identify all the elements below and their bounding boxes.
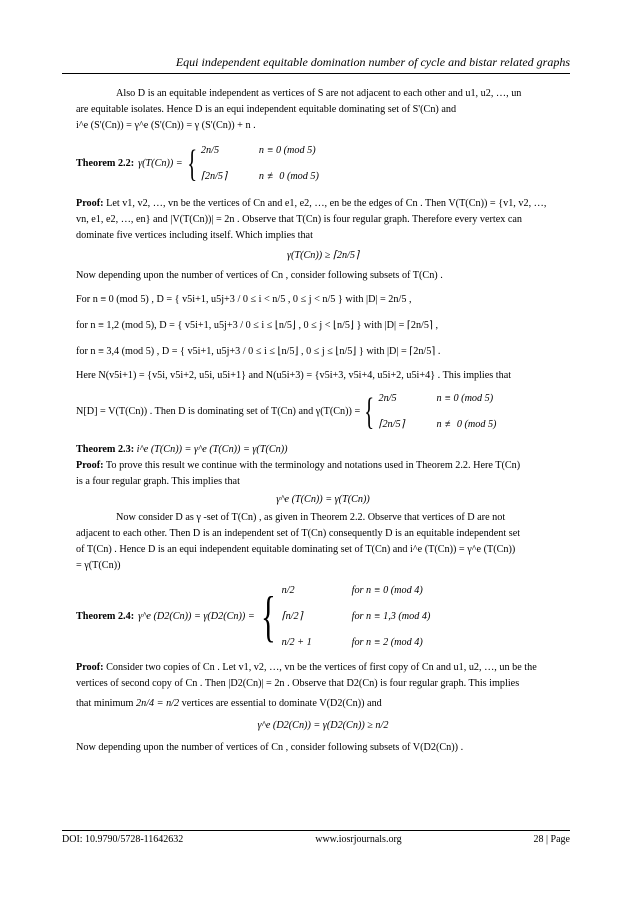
proof-2-2-case-b: for n ≡ 1,2 (mod 5), D = { v5i+1, u5j+3 / 0 ≤ i ≤ ⌊n/5⌋ , 0 ≤ j < ⌊n/5⌋ } with |D| = ⌈2n/5⌉ , <box>76 320 439 331</box>
running-header: Equi independent equitable domination number of cycle and bistar related graphs <box>175 55 570 69</box>
proof-text: Consider two copies of Cn . Let v1, v2, …, vn be the vertices of first copy of Cn and u1, u2, …, un be the <box>106 662 537 673</box>
theorem-2-2-cases <box>201 138 319 190</box>
case-expr: ⌈n/2⌉ <box>281 611 303 622</box>
proof-text: Let v1, v2, …, vn be the vertices of Cn and e1, e2, …, en be the edges of Cn . Then V(T(Cn)) = {v1, v2, …, <box>106 198 547 209</box>
case-cond: n ≡ 0 (mod 5) <box>436 393 494 404</box>
proof-text: To prove this result we continue with the terminology and notations used in Theorem 2.2. Here T(Cn) <box>105 460 521 471</box>
proof-2-3-line1 <box>76 458 570 474</box>
proof-2-2-inequality: γ(T(Cn)) ≥ ⌈2n/5⌉ <box>287 250 359 261</box>
proof-2-3-line4: adjacent to each other. Then D is an independent set of T(Cn) consequently D is an equitable independent set <box>76 528 521 539</box>
para1-line2: are equitable isolates. Hence D is an equi independent equitable dominating set of S'(Cn) and <box>76 104 457 115</box>
theorem-2-2-lhs: γ(T(Cn)) = <box>138 158 183 169</box>
case-cond: for n ≡ 1,3 (mod 4) <box>351 611 431 622</box>
proof-2-2-line1 <box>76 196 570 212</box>
theorem-2-3 <box>76 442 570 458</box>
conclusion-cases <box>378 386 496 438</box>
left-brace: { <box>260 586 276 648</box>
case-expr: 2n/5 <box>200 145 220 156</box>
case-expr: n/2 <box>281 585 295 596</box>
proof-2-2-conclusion <box>76 386 570 438</box>
proof-2-4-line2: vertices of second copy of Cn . Then |D2(Cn)| = 2n . Observe that D2(Cn) is four regular graph. This implies <box>76 678 520 689</box>
proof-text: vertices are essential to dominate V(D2(Cn)) and <box>181 698 382 709</box>
case-expr: 2n/5 <box>378 393 397 404</box>
case-cond: n ≢ 0 (mod 5) <box>436 419 497 430</box>
proof-2-3-line5: of T(Cn) . Hence D is an equi independent equitable dominating set of T(Cn) and i^e (T(Cn)) = γ^e (T(Cn)) <box>76 544 516 555</box>
theorem-2-4-label: Theorem 2.4: <box>76 611 135 622</box>
case-cond: for n ≡ 0 (mod 4) <box>351 585 423 596</box>
proof-2-2-case-a: For n ≡ 0 (mod 5) , D = { v5i+1, u5j+3 / 0 ≤ i < n/5 , 0 ≤ j < n/5 } with |D| = 2n/5 , <box>76 294 412 305</box>
left-brace: { <box>364 391 375 433</box>
proof-2-3-line2: is a four regular graph. This implies that <box>76 476 240 487</box>
proof-text: that minimum <box>76 698 134 709</box>
proof-label: Proof: <box>76 662 104 673</box>
proof-2-2-line4: Now depending upon the number of vertices of Cn , consider following subsets of T(Cn) . <box>76 270 443 281</box>
proof-2-3-line6: = γ(T(Cn)) <box>76 560 121 571</box>
case-expr: n/2 + 1 <box>281 637 312 648</box>
theorem-2-4 <box>76 578 570 656</box>
footer-rule <box>62 830 570 831</box>
proof-2-4-inequality: γ^e (D2(Cn)) = γ(D2(Cn)) ≥ n/2 <box>257 720 389 731</box>
case-expr: ⌈2n/5⌉ <box>378 419 405 430</box>
proof-label: Proof: <box>76 198 104 209</box>
left-brace: { <box>186 143 197 185</box>
footer-doi: DOI: 10.9790/5728-11642632 <box>62 834 184 845</box>
proof-2-2-case-c: for n ≡ 3,4 (mod 5) , D = { v5i+1, u5j+3 / 0 ≤ i ≤ ⌊n/5⌋ , 0 ≤ j ≤ ⌊n/5⌋ } with |D| = ⌈2n/5⌉ . <box>76 346 441 357</box>
proof-2-3-line3: Now consider D as γ -set of T(Cn) , as given in Theorem 2.2. Observe that vertices of D are not <box>116 512 506 523</box>
proof-2-3-equation: γ^e (T(Cn)) = γ(T(Cn)) <box>276 494 370 505</box>
case-cond: n ≡ 0 (mod 5) <box>258 145 316 156</box>
theorem-2-4-cases <box>282 578 431 656</box>
proof-2-4-line3 <box>76 696 570 712</box>
theorem-2-2-label: Theorem 2.2: <box>76 158 135 169</box>
proof-2-2-here: Here N(v5i+1) = {v5i, v5i+2, u5i, u5i+1} and N(u5i+3) = {v5i+3, v5i+4, u5i+2, u5i+4} . This implies that <box>76 370 512 381</box>
case-cond: for n ≡ 2 (mod 4) <box>351 637 423 648</box>
para1-line3: i^e (S'(Cn)) = γ^e (S'(Cn)) = γ (S'(Cn)) + n . <box>76 120 256 131</box>
para1-line1: Also D is an equitable independent as vertices of S are not adjacent to each other and u1, u2, …, un <box>116 88 522 99</box>
header-rule <box>62 73 570 74</box>
proof-2-4-line4: Now depending upon the number of vertices of Cn , consider following subsets of V(D2(Cn)) . <box>76 742 464 753</box>
page-footer <box>62 834 570 845</box>
theorem-2-2 <box>76 138 570 190</box>
proof-2-4-line1 <box>76 660 570 676</box>
conclusion-text: N[D] = V(T(Cn)) . Then D is dominating set of T(Cn) and γ(T(Cn)) = <box>76 406 361 417</box>
case-expr: ⌈2n/5⌉ <box>200 171 227 182</box>
theorem-2-4-lhs: γ^e (D2(Cn)) = γ(D2(Cn)) = <box>138 611 255 622</box>
footer-page-number: 28 | Page <box>533 834 570 845</box>
proof-2-2-line3: dominate five vertices including itself. Which implies that <box>76 230 313 241</box>
proof-label: Proof: <box>76 460 104 471</box>
theorem-2-3-text: i^e (T(Cn)) = γ^e (T(Cn)) = γ(T(Cn)) <box>136 444 288 455</box>
theorem-2-3-label: Theorem 2.3: <box>76 444 135 455</box>
page-body <box>76 86 570 756</box>
case-cond: n ≢ 0 (mod 5) <box>258 171 319 182</box>
footer-site: www.iosrjournals.org <box>315 834 402 845</box>
proof-2-2-line2: vn, e1, e2, …, en} and |V(T(Cn))| = 2n . Observe that T(Cn) is four regular graph. Therefore every vertex can <box>76 214 523 225</box>
fraction-expr: 2n/4 = n/2 <box>136 698 180 709</box>
